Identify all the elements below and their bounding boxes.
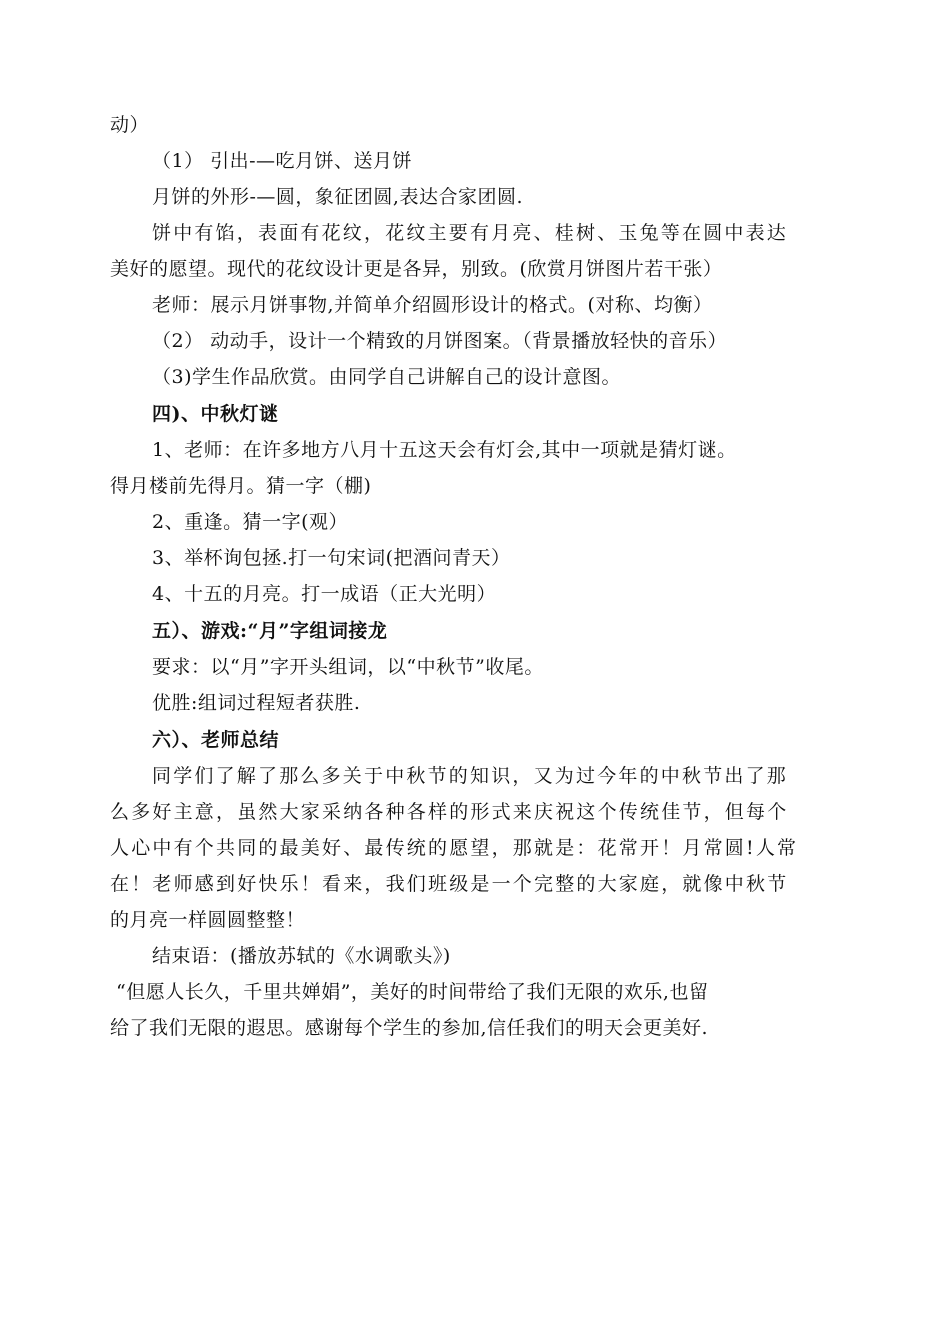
text-line-25: “但愿人长久，千里共婵娟”，美好的时间带给了我们无限的欢乐,也留 — [116, 981, 709, 1003]
text-line-13: 3、举杯询包拯.打一句宋词(把酒问青天） — [152, 547, 511, 569]
section-heading-summary: 六）、老师总结 — [152, 729, 280, 751]
text-line-7: （2） 动动手，设计一个精致的月饼图案。（背景播放轻快的音乐） — [152, 330, 728, 352]
text-line-21: 人心中有个共同的最美好、最传统的愿望，那就是：花常开！月常圆!人常 — [110, 837, 799, 859]
text-line-20: 么多好主意，虽然大家采纳各种各样的形式来庆祝这个传统佳节，但每个 — [110, 801, 789, 823]
text-line-12: 2、重逢。猜一字(观） — [152, 511, 349, 533]
text-line-26: 给了我们无限的遐思。感谢每个学生的参加,信任我们的明天会更美好. — [110, 1017, 709, 1039]
text-line-2: （1） 引出-—吃月饼、送月饼 — [152, 150, 413, 172]
text-line-6: 老师：展示月饼事物,并简单介绍圆形设计的格式。(对称、均衡） — [152, 294, 713, 316]
text-line-8: （3)学生作品欣赏。由同学自己讲解自己的设计意图。 — [152, 366, 622, 388]
text-line-14: 4、十五的月亮。打一成语（正大光明） — [152, 583, 497, 605]
text-line-10: 1、老师：在许多地方八月十五这天会有灯会,其中一项就是猜灯谜。 — [152, 439, 737, 461]
text-line-3: 月饼的外形-—圆，象征团圆,表达合家团圆. — [152, 186, 524, 208]
text-line-22: 在！老师感到好快乐！看来，我们班级是一个完整的大家庭，就像中秋节 — [110, 873, 789, 895]
section-heading-riddles: 四)、中秋灯谜 — [152, 403, 279, 425]
text-line-17: 优胜:组词过程短者获胜. — [152, 692, 361, 714]
text-line-24: 结束语：(播放苏轼的《水调歌头》) — [152, 945, 451, 967]
section-heading-game: 五）、游戏:“月”字组词接龙 — [152, 620, 388, 642]
text-line-11: 得月楼前先得月。猜一字（棚) — [110, 475, 372, 497]
text-line-19: 同学们了解了那么多关于中秋节的知识，又为过今年的中秋节出了那 — [152, 765, 789, 787]
text-line-23: 的月亮一样圆圆整整！ — [110, 909, 306, 931]
text-line-4: 饼中有馅，表面有花纹，花纹主要有月亮、桂树、玉兔等在圆中表达 — [152, 222, 789, 244]
text-line-16: 要求：以“月”字开头组词，以“中秋节”收尾。 — [152, 656, 544, 678]
text-line-5: 美好的愿望。现代的花纹设计更是各异，别致。(欣赏月饼图片若干张） — [110, 258, 723, 280]
text-line-1: 动） — [110, 114, 150, 136]
